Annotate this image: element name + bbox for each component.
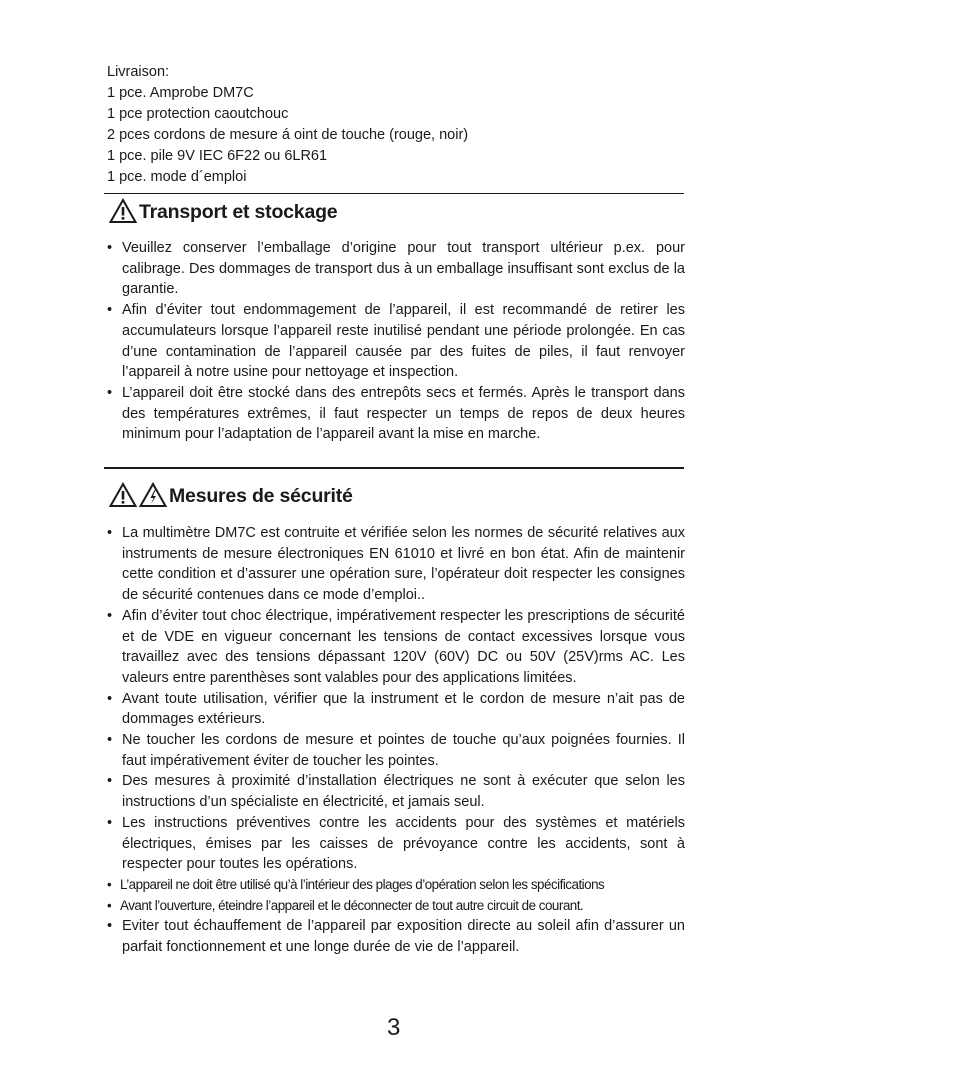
list-item-text: Veuillez conserver l’emballage d’origine pour tout transport ultérieur p.ex. pour calibrage. Des dommages de transport dus à un emballage insuffisant sont exclus de la garantie.	[122, 240, 685, 298]
bullet: •	[107, 732, 113, 749]
warning-triangle-icon	[109, 198, 137, 224]
delivery-item: 1 pce. Amprobe DM7C	[107, 85, 254, 101]
list-item	[107, 896, 685, 917]
list-item	[107, 523, 685, 606]
list-item-text: Avant toute utilisation, vérifier que la instrument et le cordon de mesure n’ait pas de dommages extérieurs.	[122, 690, 685, 728]
bullet: •	[107, 240, 113, 256]
list-item	[107, 875, 685, 896]
list-item	[107, 238, 685, 300]
bullet: •	[107, 918, 113, 935]
safety-heading	[109, 482, 353, 508]
bullet: •	[107, 607, 113, 624]
delivery-item: 1 pce protection caoutchouc	[107, 106, 289, 122]
bullet: •	[107, 384, 113, 401]
list-item-text: L’appareil doit être stocké dans des entrepôts secs et fermés. Après le transport dans des températures extrêmes, il faut respecter un temps de repos de deux heures minimum pour l’adaptation de l’appareil avant la mise en marche.	[122, 384, 685, 443]
list-item-text: Ne toucher les cordons de mesure et pointes de touche qu’aux poignées fournies. Il faut impérativement éviter de toucher les pointes.	[122, 732, 685, 769]
list-item	[107, 383, 685, 445]
bullet: •	[107, 525, 113, 541]
list-item-text: Les instructions préventives contre les accidents pour des systèmes et matériels électriques, émises par les caisses de prévoyance contre les accidents, sont à respecter pour toutes les opérations.	[122, 814, 685, 873]
warning-triangle-icon	[109, 482, 137, 508]
list-item-text: L’appareil ne doit être utilisé qu’à l’intérieur des plages d’opération selon les spécifications	[120, 876, 605, 892]
delivery-list	[107, 62, 685, 188]
list-item-text: La multimètre DM7C est contruite et vérifiée selon les normes de sécurité relatives aux instruments de mesure électroniques EN 61010 et livré en bon état. Afin de maintenir cette condition et d’assurer une opération sure, l’opérateur doit respecter les consignes de sécurité contenues dans ce mode d’emploi..	[122, 525, 685, 604]
list-item	[107, 689, 685, 730]
list-item	[107, 916, 685, 957]
high-voltage-icon	[139, 482, 167, 508]
list-item	[107, 813, 685, 875]
bullet: •	[107, 897, 112, 913]
list-item-text: Avant l’ouverture, éteindre l’appareil et le déconnecter de tout autre circuit de courant.	[120, 897, 584, 913]
list-item	[107, 730, 685, 771]
transport-list	[107, 238, 685, 445]
list-item	[107, 771, 685, 812]
transport-heading	[109, 198, 337, 224]
list-item-text: Afin d’éviter tout endommagement de l’appareil, il est recommandé de retirer les accumulateurs lorsque l’appareil reste inutilisé pendant une période prolongée. En cas d’une contamination de l’appareil causée par des fuites de piles, il faut renvoyer l’appareil à notre usine pour nettoyage et inspection.	[122, 302, 685, 381]
list-item-text: Eviter tout échauffement de l’appareil par exposition directe au soleil afin d’assurer un parfait fonctionnement et une longe durée de vie de l’appareil.	[122, 918, 685, 956]
page-number: 3	[387, 1014, 401, 1041]
bullet: •	[107, 814, 113, 831]
safety-list	[107, 523, 685, 958]
section-divider	[104, 193, 684, 194]
list-item-text: Afin d’éviter tout choc électrique, impérativement respecter les prescriptions de sécurité et de VDE en vigueur concernant les tensions de contact excessives lorsque vous travaillez avec des tensions dépassant 120V (60V) DC ou 50V (25V)rms AC. Les valeurs entre parenthèses sont valables pour des applications limitées.	[122, 607, 685, 686]
section-title: Transport et stockage	[139, 201, 338, 223]
list-item	[107, 300, 685, 383]
bullet: •	[107, 690, 113, 707]
bullet: •	[107, 773, 113, 790]
bullet: •	[107, 302, 113, 319]
section-divider	[104, 467, 684, 469]
list-item	[107, 606, 685, 689]
delivery-item: 1 pce. pile 9V IEC 6F22 ou 6LR61	[107, 148, 328, 164]
bullet: •	[107, 876, 112, 892]
section-title: Mesures de sécurité	[169, 485, 353, 507]
list-item-text: Des mesures à proximité d’installation électriques ne sont à exécuter que selon les instructions d’un spécialiste en électricité, et jamais seul.	[122, 773, 685, 811]
delivery-heading: Livraison:	[107, 64, 170, 80]
delivery-item: 2 pces cordons de mesure á oint de touche (rouge, noir)	[107, 127, 469, 143]
delivery-item: 1 pce. mode d´emploi	[107, 169, 247, 185]
